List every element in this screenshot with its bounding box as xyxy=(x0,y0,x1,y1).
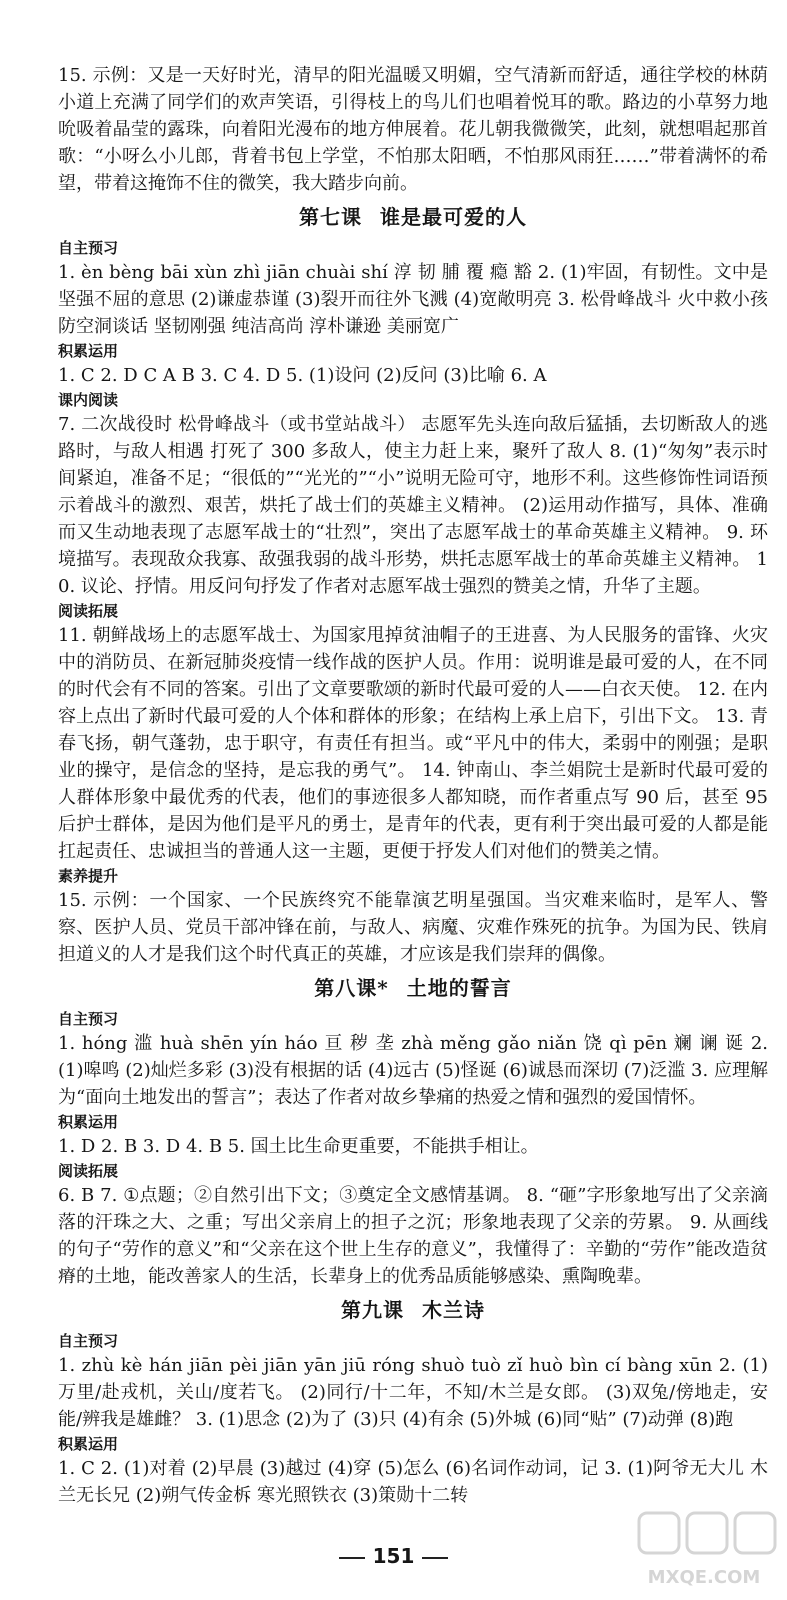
answer-block: 1. C 2. D C A B 3. C 4. D 5. (1)设问 (2)反问 (3)比喻 6. A xyxy=(58,365,547,386)
watermark-logo xyxy=(629,1505,779,1595)
answer-block: 7. 二次战役时 松骨峰战斗（或书堂站战斗） 志愿军先头连向敌后猛插，去切断敌人的逃路时，与敌人相遇 打死了 300 多敌人，使主力赶上来，聚歼了敌人 8. (1)“匆匆”表示时间紧迫，准备不足；“很低的”“光光的”“小”说明无险可守，地形不利。这些修饰性词语预示着战斗的激烈、艰苦，烘托了战士们的英雄主义精神。 (2)运用动作描写，具体、准确而又生动地表现了志愿军战士的“壮烈”，突出了志愿军战士的革命英雄主义精神。 9. 环境描写。表现敌众我寡、敌强我弱的战斗形势，烘托志愿军战士的革命英雄主义精神。 10. 议论、抒情。用反问句抒发了作者对志愿军战士强烈的赞美之情，升华了主题。 xyxy=(58,414,768,597)
section-heading: 自主预习 xyxy=(58,1332,119,1350)
answer-block: 6. B 7. ①点题；②自然引出下文；③奠定全文感情基调。 8. “砸”字形象地写出了父亲滴落的汗珠之大、之重；写出父亲肩上的担子之沉；形象地表现了父亲的劳累。 9. 从画线的句子“劳作的意义”和“父亲在这个世上生存的意义”，我懂得了：辛勤的“劳作”能改造贫瘠的土地，能改善家人的生活，长辈身上的优秀品质能够感染、熏陶晚辈。 xyxy=(58,1185,768,1287)
lesson-8-title: 土地的誓言 xyxy=(406,976,512,1000)
section-heading: 课内阅读 xyxy=(58,391,119,409)
answer-block: 15. 示例：一个国家、一个民族终究不能靠演艺明星强国。当灾难来临时，是军人、警察、医护人员、党员干部冲锋在前，与敌人、病魔、灾难作殊死的抗争。为国为民、铁肩担道义的人才是我们这个时代真正的英雄，才应该是我们崇拜的偶像。 xyxy=(58,890,768,965)
lesson-9-title: 木兰诗 xyxy=(422,1298,485,1322)
lesson-7-number: 第七课 xyxy=(299,205,362,229)
section-heading: 自主预习 xyxy=(58,239,119,257)
lesson-7-heading xyxy=(58,197,768,237)
answer-block: 11. 朝鲜战场上的志愿军战士、为国家甩掉贫油帽子的王进喜、为人民服务的雷锋、火灾中的消防员、在新冠肺炎疫情一线作战的医护人员。作用：说明谁是最可爱的人，在不同的时代会有不同的答案。引出了文章要歌颂的新时代最可爱的人——白衣天使。 12. 在内容上点出了新时代最可爱的人个体和群体的形象；在结构上承上启下，引出下文。 13. 青春飞扬，朝气蓬勃，忠于职守，有责任有担当。或“平凡中的伟大，柔弱中的刚强；是职业的操守，是信念的坚持，是忘我的勇气”。 14. 钟南山、李兰娟院士是新时代最可爱的人群体形象中最优秀的代表，他们的事迹很多人都知晓，而作者重点写 90 后，甚至 95 后护士群体，是因为他们是平凡的勇士，是青年的代表，更有利于突出最可爱的人都是能扛起责任、忠诚担当的普通人这一主题，更便于抒发人们对他们的赞美之情。 xyxy=(58,625,768,862)
lesson-9-heading xyxy=(58,1290,768,1330)
answer-page xyxy=(58,62,768,1509)
section-heading: 积累运用 xyxy=(58,1113,119,1131)
answer-block: 1. zhù kè hán jiān pèi jiān yān jiū róng shuò tuò zǐ huò bìn cí bàng xūn 2. (1)万里/赴戎机，关山/度若飞。 (2)同行/十二年，不知/木兰是女郎。 (3)双兔/傍地走，安能/辨我是雄雌？ 3. (1)思念 (2)为了 (3)只 (4)有余 (5)外城 (6)同“贴” (7)动弹 (8)跑 xyxy=(58,1355,768,1430)
answer-block: 1. C 2. (1)对着 (2)早晨 (3)越过 (4)穿 (5)怎么 (6)名词作动词，记 3. (1)阿爷无大儿 木兰无长兄 (2)朔气传金柝 寒光照铁衣 (3)策勋十二转 xyxy=(58,1458,768,1506)
section-heading: 阅读拓展 xyxy=(58,602,119,620)
lesson-7-title: 谁是最可爱的人 xyxy=(380,205,527,229)
section-heading: 素养提升 xyxy=(58,867,119,885)
lesson-8-number: 第八课* xyxy=(314,976,389,1000)
page-number-dash xyxy=(339,1557,365,1559)
answer-block: 1. hóng 滥 huà shēn yín háo 亘 秽 垄 zhà měng gǎo niǎn 饶 qì pēn 斓 谰 诞 2. (1)嗥鸣 (2)灿烂多彩 (3)没有根据的话 (4)远古 (5)怪诞 (6)诚恳而深切 (7)泛滥 3. 应理解为“面向土地发出的誓言”；表达了作者对故乡挚痛的热爱之情和强烈的爱国情怀。 xyxy=(58,1033,768,1108)
answer-block: 1. D 2. B 3. D 4. B 5. 国土比生命更重要，不能拱手相让。 xyxy=(58,1136,539,1157)
lesson-8-heading xyxy=(58,968,768,1008)
section-heading: 自主预习 xyxy=(58,1010,119,1028)
section-heading: 阅读拓展 xyxy=(58,1162,119,1180)
page-number-value: 151 xyxy=(372,1544,415,1568)
watermark-text: MXQE.COM xyxy=(647,1567,761,1588)
page-number-dash xyxy=(422,1557,448,1559)
answer-block: 1. èn bèng bāi xùn zhì jiān chuài shí 淳 韧 脯 覆 瘾 豁 2. (1)牢固，有韧性。文中是坚强不屈的意思 (2)谦虚恭谨 (3)裂开而往外飞溅 (4)宽敞明亮 3. 松骨峰战斗 火中救小孩 防空洞谈话 坚韧刚强 纯洁高尚 淳朴谦逊 美丽宽广 xyxy=(58,262,768,337)
lesson-9-number: 第九课 xyxy=(341,1298,404,1322)
section-heading: 积累运用 xyxy=(58,1435,119,1453)
section-heading: 积累运用 xyxy=(58,342,119,360)
answer-15-essay: 15. 示例：又是一天好时光，清早的阳光温暖又明媚，空气清新而舒适，通往学校的林荫小道上充满了同学们的欢声笑语，引得枝上的鸟儿们也唱着悦耳的歌。路边的小草努力地吮吸着晶莹的露珠，向着阳光漫布的地方伸展着。花儿朝我微微笑，此刻，就想唱起那首歌：“小呀么小儿郎，背着书包上学堂，不怕那太阳晒，不怕那风雨狂……”带着满怀的希望，带着这掩饰不住的微笑，我大踏步向前。 xyxy=(58,65,768,194)
